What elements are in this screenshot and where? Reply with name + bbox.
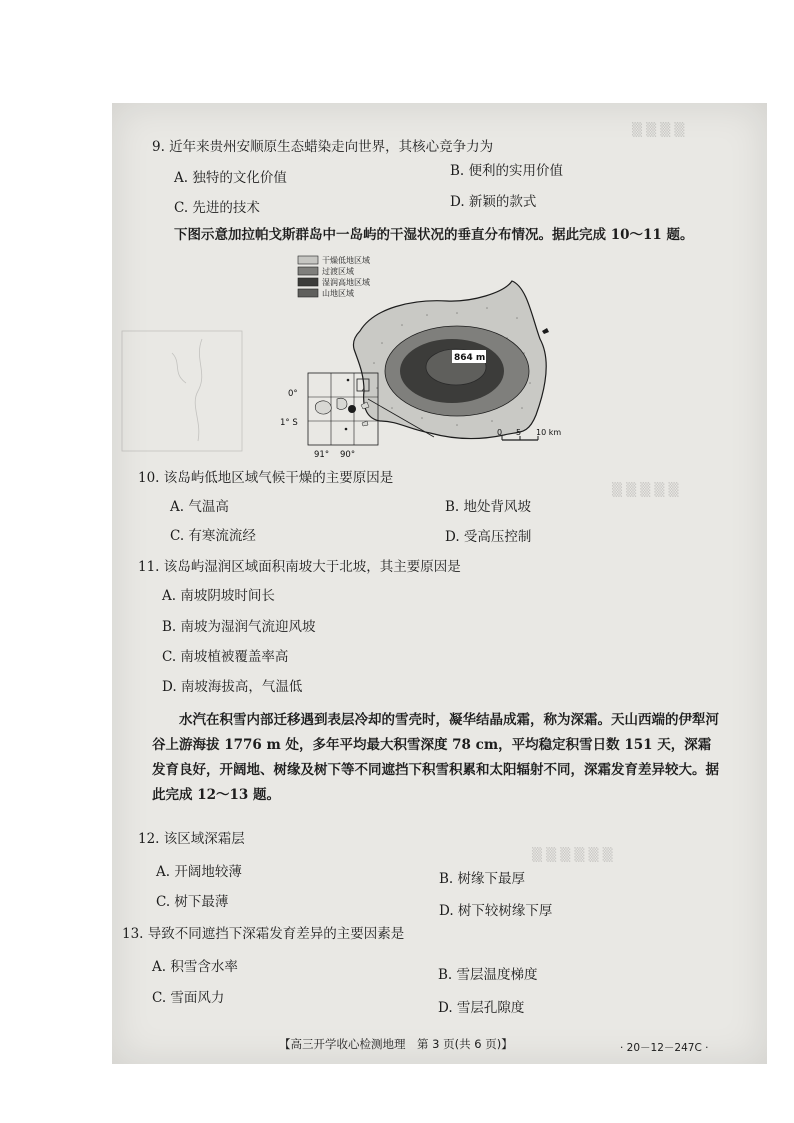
q11-option-a: A. 南坡阴坡时间长 [162, 588, 275, 604]
q13-option-a: A. 积雪含水率 [152, 959, 238, 975]
q12-option-a: A. 开阔地较薄 [156, 864, 242, 880]
q10-option-a: A. 气温高 [170, 499, 229, 515]
bleed-through-drawing [122, 331, 242, 451]
question-10-stem: 10. 该岛屿低地区域气候干燥的主要原因是 [138, 470, 394, 486]
bleed-through-text: ▒ ▒ ▒ ▒ [632, 123, 685, 138]
legend-label-transition: 过渡区域 [322, 267, 354, 276]
q9-option-a: A. 独特的文化价值 [174, 170, 287, 186]
q12-option-b: B. 树缘下最厚 [439, 871, 526, 887]
question-12-stem: 12. 该区域深霜层 [138, 831, 245, 847]
q12-option-d: D. 树下较树缘下厚 [439, 903, 553, 919]
q13-option-c: C. 雪面风力 [152, 990, 225, 1006]
q11-option-b: B. 南坡为湿润气流迎风坡 [162, 619, 316, 635]
exam-page [112, 103, 767, 1064]
bleed-through-text: ▒ ▒ ▒ ▒ ▒ ▒ [532, 848, 613, 863]
q11-option-d: D. 南坡海拔高，气温低 [162, 679, 303, 695]
lon-label-90: 90° [340, 450, 356, 460]
legend-swatch-dry [298, 256, 318, 264]
q9-option-d: D. 新颖的款式 [450, 194, 537, 210]
scale-label-5: 5 [516, 428, 522, 437]
page-footer: 【高三开学收心检测地理 第 3 页(共 6 页)】 [279, 1037, 513, 1051]
lat-label-0: 0° [288, 389, 298, 399]
passage-12-13: 水汽在积雪内部迁移遇到表层冷却的雪壳时，凝华结晶成霜，称为深霜。天山西端的伊犁河谷上游海拔 1776 m 处，多年平均最大积雪深度 78 cm，平均稳定积雪日数 151 天，深霜发育良好，开阔地、树缘及树下等不同遮挡下积雪积累和太阳辐射不同，深霜发育差异较大。据此完成 12～13 题。 [152, 712, 719, 803]
intro-10-11: 下图示意加拉帕戈斯群岛中一岛屿的干湿状况的垂直分布情况。据此完成 10～11 题。 [174, 227, 694, 243]
q10-option-c: C. 有寒流流经 [170, 528, 256, 544]
peak-elevation-label: 864 m [454, 353, 486, 363]
question-9-stem: 9. 近年来贵州安顺原生态蜡染走向世界，其核心竞争力为 [152, 139, 494, 155]
scale-label-10km: 10 km [536, 428, 562, 437]
legend-swatch-transition [298, 267, 318, 275]
question-13-stem: 13. 导致不同遮挡下深霜发育差异的主要因素是 [122, 926, 405, 942]
legend-label-mountain: 山地区域 [322, 289, 354, 298]
q13-option-b: B. 雪层温度梯度 [438, 967, 538, 983]
q10-option-d: D. 受高压控制 [445, 529, 532, 545]
lat-label-1s: 1° S [280, 418, 298, 428]
islet [542, 328, 549, 334]
q12-option-c: C. 树下最薄 [156, 894, 229, 910]
q9-option-b: B. 便利的实用价值 [450, 163, 564, 179]
legend-swatch-humid [298, 278, 318, 286]
island-map-figure [112, 103, 767, 473]
q9-option-c: C. 先进的技术 [174, 200, 260, 216]
legend-label-humid: 湿润高地区域 [322, 278, 370, 287]
lon-label-91: 91° [314, 450, 330, 460]
q13-option-d: D. 雪层孔隙度 [438, 1000, 525, 1016]
legend-label-dry: 干燥低地区域 [322, 256, 370, 265]
legend-swatch-mountain [298, 289, 318, 297]
paper-code: · 20－12－247C · [620, 1042, 709, 1054]
question-11-stem: 11. 该岛屿湿润区域面积南坡大于北坡，其主要原因是 [138, 559, 461, 575]
q11-option-c: C. 南坡植被覆盖率高 [162, 649, 289, 665]
bleed-through-text: ▒ ▒ ▒ ▒ ▒ [612, 483, 679, 498]
scale-label-0: 0 [497, 428, 503, 437]
q10-option-b: B. 地处背风坡 [445, 499, 532, 515]
